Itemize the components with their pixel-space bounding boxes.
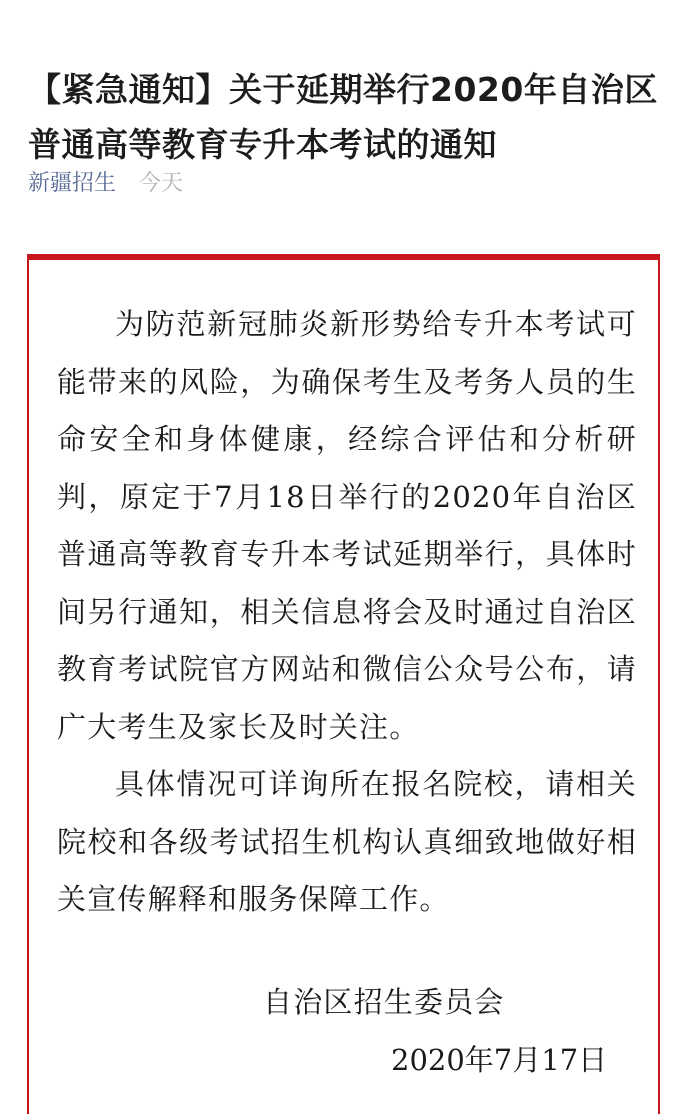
account-name-link[interactable]: 新疆招生 bbox=[28, 171, 117, 196]
notice-signature: 自治区招生委员会 bbox=[263, 985, 505, 1019]
publish-date: 今天 bbox=[139, 171, 184, 196]
notice-body bbox=[57, 296, 637, 929]
notice-paragraph: 为防范新冠肺炎新形势给专升本考试可能带来的风险，为确保考生及考务人员的生命安全和身体健康，经综合评估和分析研判，原定于7月18日举行的2020年自治区普通高等教育专升本考试延期举行，具体时间另行通知，相关信息将会及时通过自治区教育考试院官方网站和微信公众号公布，请广大考生及家长及时关注。 bbox=[57, 307, 637, 744]
article-title: 【紧急通知】关于延期举行2020年自治区普通高等教育专升本考试的通知 bbox=[28, 70, 658, 165]
article-meta bbox=[28, 168, 183, 200]
notice-box bbox=[27, 254, 660, 1114]
notice-date: 2020年7月17日 bbox=[391, 1043, 608, 1077]
notice-paragraph: 具体情况可详询所在报名院校，请相关院校和各级考试招生机构认真细致地做好相关宣传解释和服务保障工作。 bbox=[57, 767, 637, 916]
